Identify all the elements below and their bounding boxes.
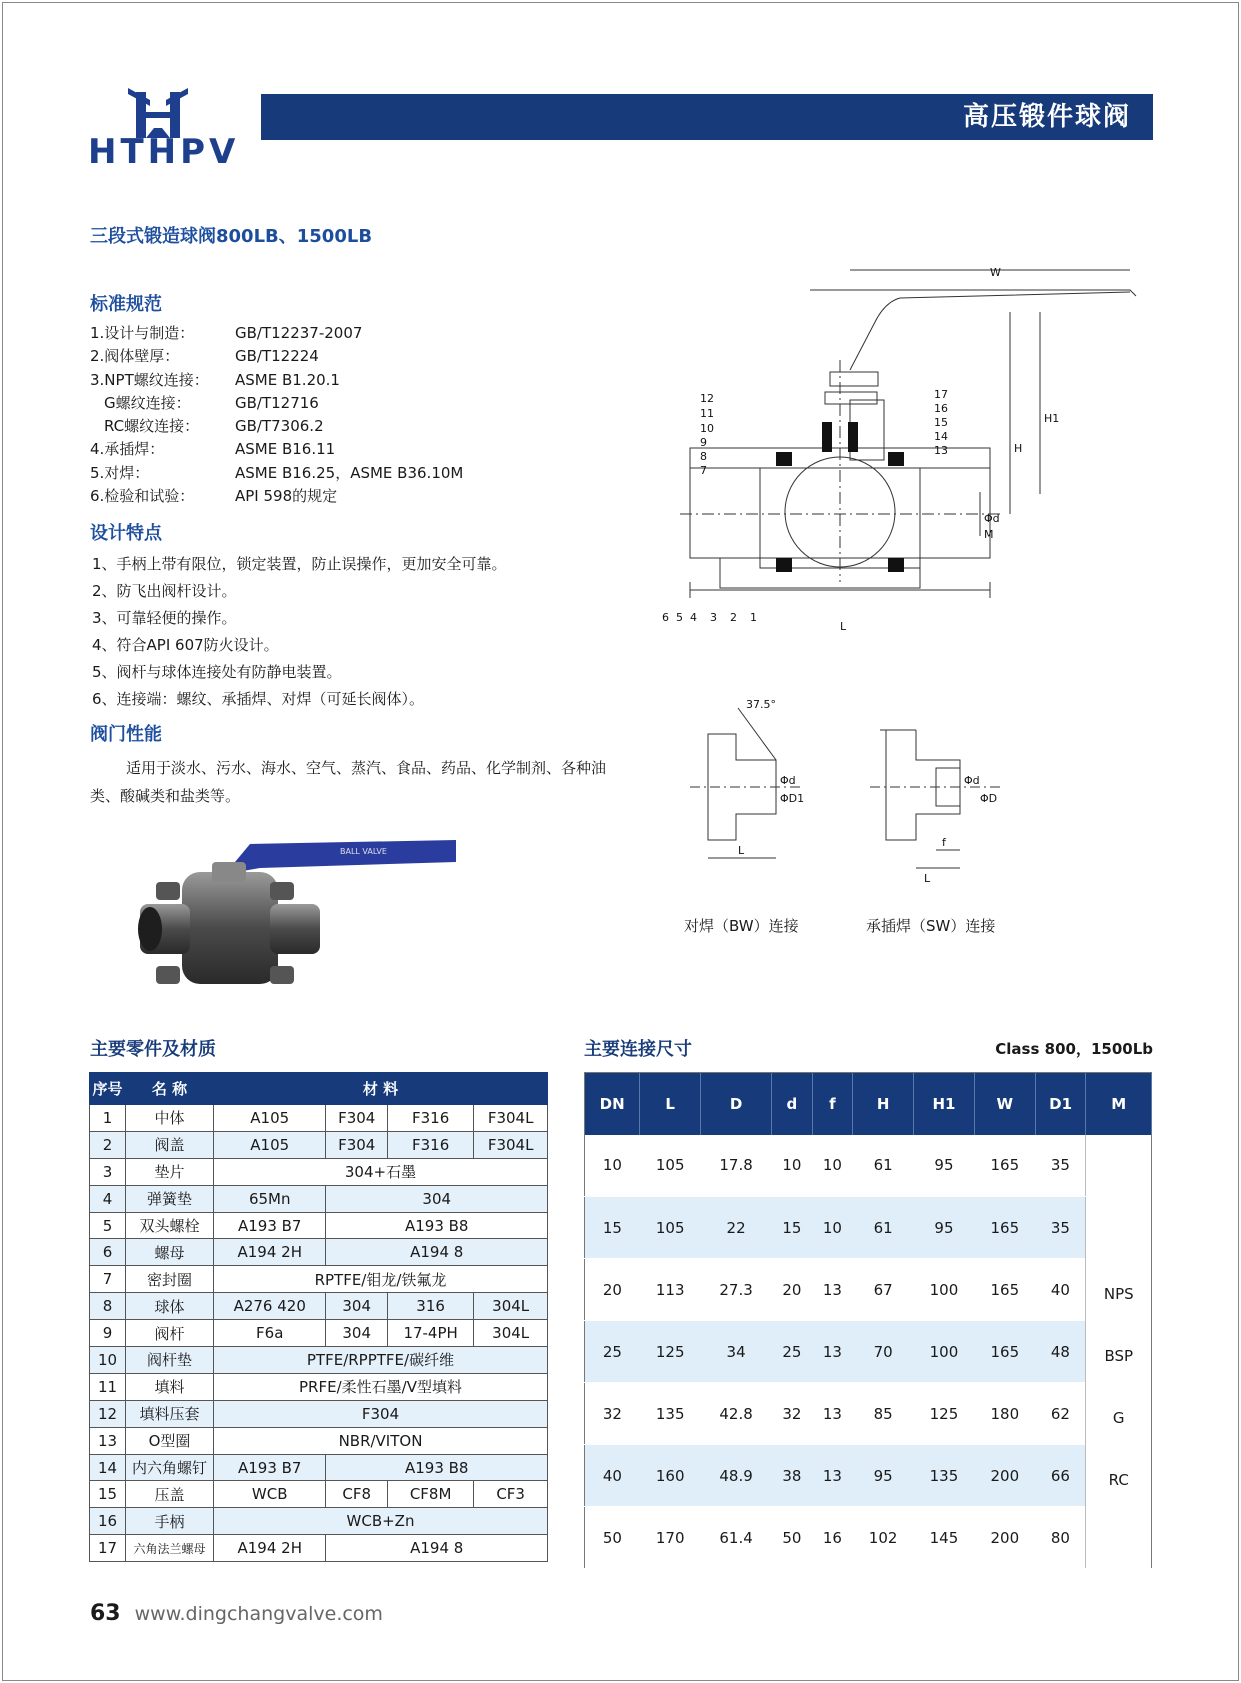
part-no: 8 [90,1293,126,1320]
standard-key: 3.NPT螺纹连接： [90,370,209,389]
drawing-label: 8 [700,450,707,463]
dim-m-label: M [984,528,994,541]
sw-caption: 承插焊（SW）连接 [866,917,996,935]
bw-d-label: Φd [780,774,796,787]
dims-cell: 165 [974,1321,1035,1383]
part-material: 304L [474,1293,548,1320]
part-material: PRFE/柔性石墨/V型填料 [214,1373,548,1400]
part-material: 304L [474,1320,548,1347]
drawing-label: 2 [730,611,737,624]
drawing-label: 11 [700,407,714,420]
part-material: 304 [326,1293,387,1320]
dims-cell: 95 [853,1445,914,1507]
table-row [90,1185,548,1212]
dims-cell: 100 [914,1259,975,1321]
standard-value: ASME B16.11 [235,440,336,459]
part-material: PTFE/RPPTFE/碳纤维 [214,1347,548,1374]
dims-cell: 100 [914,1321,975,1383]
part-material: CF8M [387,1481,473,1508]
part-no: 12 [90,1400,126,1427]
part-material: 304 [326,1320,387,1347]
dims-cell: 10 [772,1135,813,1197]
part-name: 密封圈 [126,1266,214,1293]
dims-cell: 10 [812,1135,853,1197]
part-no: 16 [90,1508,126,1535]
feature-item: 5、阀杆与球体连接处有防静电装置。 [92,663,342,681]
dims-cell: 20 [585,1259,640,1321]
dims-cell: 125 [914,1383,975,1445]
part-no: 7 [90,1266,126,1293]
dims-cell: 13 [812,1259,853,1321]
standard-value: ASME B16.25，ASME B36.10M [235,463,464,482]
feature-item: 6、连接端：螺纹、承插焊、对焊（可延长阀体）。 [92,690,425,708]
dims-header: d [772,1073,813,1135]
part-name: 填料压套 [126,1400,214,1427]
standard-key: G螺纹连接： [104,393,191,412]
sw-bigd-label: ΦD [980,792,998,805]
performance-text: 适用于淡水、污水、海水、空气、蒸汽、食品、药品、化学制剂、各种油类、酸碱类和盐类等。 [90,759,607,805]
part-name: 阀杆 [126,1320,214,1347]
dims-cell: 27.3 [701,1259,772,1321]
dims-cell: 38 [772,1445,813,1507]
dims-cell: 180 [974,1383,1035,1445]
dims-cell: 32 [772,1383,813,1445]
dims-cell: 10 [585,1135,640,1197]
table-row [585,1321,1152,1383]
standard-item [90,485,463,508]
page-footer [90,1601,383,1626]
dims-cell: 165 [974,1259,1035,1321]
m-values-cell [1086,1135,1152,1569]
table-row [90,1347,548,1374]
standard-item [90,438,463,461]
part-material: F316 [387,1131,473,1158]
part-material: 304+石墨 [214,1158,548,1185]
standards-title: 标准规范 [90,294,162,315]
drawing-label: 7 [700,464,707,477]
dims-cell: 10 [812,1197,853,1259]
dims-cell: 35 [1035,1197,1086,1259]
part-name: 双头螺栓 [126,1212,214,1239]
part-material: A105 [214,1105,326,1132]
photo-handle-text: BALL VALVE [340,847,387,856]
dims-cell: 200 [974,1445,1035,1507]
dims-cell: 15 [585,1197,640,1259]
class-label: Class 800，1500Lb [995,1040,1153,1058]
bw-d1-label: ΦD1 [780,792,805,805]
dims-cell: 20 [772,1259,813,1321]
dims-cell: 135 [914,1445,975,1507]
part-no: 1 [90,1105,126,1132]
part-material: A194 8 [326,1535,548,1562]
part-no: 13 [90,1427,126,1454]
part-no: 11 [90,1373,126,1400]
parts-header-material: 材 料 [214,1073,548,1105]
part-material: F304 [214,1400,548,1427]
part-material: 304 [326,1185,548,1212]
standard-key: 2.阀体壁厚： [90,347,180,366]
feature-item: 2、防飞出阀杆设计。 [92,582,237,600]
m-value: G [1112,1408,1125,1427]
dims-cell: 125 [640,1321,701,1383]
drawing-label: 16 [934,402,948,415]
m-value: NPS [1103,1284,1134,1303]
table-row [90,1454,548,1481]
dims-cell: 61.4 [701,1507,772,1569]
drawing-label: 3 [710,611,717,624]
dims-cell: 95 [914,1135,975,1197]
dim-l-label: L [840,620,847,633]
dims-cell: 13 [812,1321,853,1383]
part-no: 2 [90,1131,126,1158]
dims-cell: 145 [914,1507,975,1569]
dims-table-title: 主要连接尺寸 [584,1039,692,1060]
dims-header: H1 [914,1073,975,1135]
dims-cell: 200 [974,1507,1035,1569]
dims-cell: 160 [640,1445,701,1507]
performance-title: 阀门性能 [90,724,162,745]
table-row [90,1293,548,1320]
page-title: 高压锻件球阀 [261,94,1153,140]
part-material: F304 [326,1105,387,1132]
dims-cell: 22 [701,1197,772,1259]
part-material: A194 2H [214,1535,326,1562]
dims-cell: 48.9 [701,1445,772,1507]
table-row [90,1239,548,1266]
dims-header: L [640,1073,701,1135]
parts-header-no: 序号 [90,1073,126,1105]
standard-item [90,392,463,415]
standard-key: RC螺纹连接： [104,417,200,436]
standard-key: 5.对焊： [90,463,150,482]
table-row [585,1383,1152,1445]
part-material: 316 [387,1293,473,1320]
features-title: 设计特点 [90,523,162,544]
bw-angle-label: 37.5° [746,698,776,711]
dims-cell: 50 [772,1507,813,1569]
standard-value: GB/T12716 [235,393,319,412]
feature-item: 4、符合API 607防火设计。 [92,636,279,654]
dims-header: D [701,1073,772,1135]
part-material: F316 [387,1105,473,1132]
dims-header: W [974,1073,1035,1135]
drawing-label: 13 [934,444,948,457]
product-subtitle: 三段式锻造球阀800LB、1500LB [90,226,373,247]
dims-cell: 32 [585,1383,640,1445]
drawing-label: 14 [934,430,948,443]
part-material: 17-4PH [387,1320,473,1347]
table-row [90,1535,548,1562]
dims-cell: 66 [1035,1445,1086,1507]
part-name: 内六角螺钉 [126,1454,214,1481]
dims-cell: 16 [812,1507,853,1569]
m-value: BSP [1104,1346,1134,1365]
dims-cell: 34 [701,1321,772,1383]
part-material: A276 420 [214,1293,326,1320]
valve-section-drawing [662,262,1160,637]
dims-cell: 25 [585,1321,640,1383]
dim-w-label: W [990,266,1001,279]
part-no: 9 [90,1320,126,1347]
part-material: A193 B7 [214,1454,326,1481]
dims-cell: 67 [853,1259,914,1321]
part-name: 填料 [126,1373,214,1400]
part-material: WCB [214,1481,326,1508]
standard-key: 4.承插焊： [90,440,165,459]
drawing-label: 1 [750,611,757,624]
table-row [90,1158,548,1185]
drawing-label: 15 [934,416,948,429]
part-material: NBR/VITON [214,1427,548,1454]
part-material: A105 [214,1131,326,1158]
dims-header: H [853,1073,914,1135]
part-name: 阀盖 [126,1131,214,1158]
standard-item [90,415,463,438]
dim-h-label: H [1014,442,1023,455]
dims-cell: 95 [914,1197,975,1259]
part-name: O型圈 [126,1427,214,1454]
part-no: 10 [90,1347,126,1374]
table-row [585,1259,1152,1321]
table-row [90,1266,548,1293]
dims-cell: 135 [640,1383,701,1445]
standard-value: GB/T7306.2 [235,417,324,436]
part-material: 65Mn [214,1185,326,1212]
standards-list [90,322,463,508]
standard-item [90,462,463,485]
dims-cell: 105 [640,1197,701,1259]
drawing-label: 6 [662,611,669,624]
dims-table [584,1072,1152,1569]
part-no: 3 [90,1158,126,1185]
part-no: 17 [90,1535,126,1562]
part-name: 阀杆垫 [126,1347,214,1374]
dims-cell: 15 [772,1197,813,1259]
dims-cell: 113 [640,1259,701,1321]
sw-f-label: f [942,836,946,849]
dims-header: f [812,1073,853,1135]
part-no: 14 [90,1454,126,1481]
part-name: 弹簧垫 [126,1185,214,1212]
table-row [90,1373,548,1400]
part-material: A194 2H [214,1239,326,1266]
drawing-label: 10 [700,422,714,435]
drawing-label: 5 [676,611,683,624]
dims-cell: 50 [585,1507,640,1569]
table-row [90,1212,548,1239]
part-name: 球体 [126,1293,214,1320]
page-number: 63 [90,1601,121,1626]
dims-cell: 17.8 [701,1135,772,1197]
dims-cell: 170 [640,1507,701,1569]
part-name: 手柄 [126,1508,214,1535]
standard-item [90,345,463,368]
dims-cell: 48 [1035,1321,1086,1383]
table-row [585,1135,1152,1197]
part-material: A194 8 [326,1239,548,1266]
part-material: F6a [214,1320,326,1347]
part-material: F304 [326,1131,387,1158]
drawing-label: 9 [700,436,707,449]
end-connection-drawings [680,690,1030,890]
drawing-label: 4 [690,611,697,624]
table-row [585,1507,1152,1569]
part-material: A193 B7 [214,1212,326,1239]
drawing-label: 17 [934,388,948,401]
part-material: A193 B8 [326,1454,548,1481]
dims-cell: 70 [853,1321,914,1383]
standard-value: GB/T12237-2007 [235,324,363,342]
part-name: 螺母 [126,1239,214,1266]
part-material: A193 B8 [326,1212,548,1239]
part-material: F304L [474,1131,548,1158]
dims-cell: 80 [1035,1507,1086,1569]
sw-d-label: Φd [964,774,980,787]
dims-cell: 25 [772,1321,813,1383]
table-row [90,1481,548,1508]
dims-cell: 85 [853,1383,914,1445]
bw-caption: 对焊（BW）连接 [684,917,799,935]
part-material: F304L [474,1105,548,1132]
dims-cell: 102 [853,1507,914,1569]
part-no: 6 [90,1239,126,1266]
part-material: CF3 [474,1481,548,1508]
standard-item [90,322,463,345]
dims-cell: 165 [974,1135,1035,1197]
standard-key: 6.检验和试验： [90,487,195,506]
part-name: 垫片 [126,1158,214,1185]
parts-table [89,1072,548,1562]
part-material: CF8 [326,1481,387,1508]
table-row [90,1400,548,1427]
table-row [585,1197,1152,1259]
part-name: 压盖 [126,1481,214,1508]
table-row [90,1320,548,1347]
dim-d-label: Φd [984,512,1000,525]
part-material: RPTFE/钼龙/铁氟龙 [214,1266,548,1293]
dims-cell: 42.8 [701,1383,772,1445]
feature-item: 1、手柄上带有限位，锁定装置，防止误操作，更加安全可靠。 [92,555,507,573]
bw-l-label: L [738,844,745,857]
dims-cell: 61 [853,1135,914,1197]
parts-table-title: 主要零件及材质 [90,1039,216,1060]
logo-text: HTHPV [88,132,240,172]
dims-cell: 61 [853,1197,914,1259]
standard-key: 1.设计与制造： [90,324,195,342]
table-row [90,1508,548,1535]
table-row [585,1445,1152,1507]
dims-header: M [1086,1073,1152,1135]
dims-cell: 13 [812,1383,853,1445]
features-list [92,551,507,713]
website-url: www.dingchangvalve.com [134,1603,383,1625]
part-name: 六角法兰螺母 [126,1535,214,1562]
part-no: 4 [90,1185,126,1212]
m-value: RC [1108,1470,1129,1489]
dims-cell: 165 [974,1197,1035,1259]
dims-header: DN [585,1073,640,1135]
parts-header-name: 名 称 [126,1073,214,1105]
part-name: 中体 [126,1105,214,1132]
ball-valve-photo [130,832,470,1002]
table-row [90,1131,548,1158]
dims-cell: 13 [812,1445,853,1507]
drawing-label: 12 [700,392,714,405]
dims-cell: 62 [1035,1383,1086,1445]
dim-h1-label: H1 [1044,412,1060,425]
standard-value: API 598的规定 [235,487,338,506]
standard-value: ASME B1.20.1 [235,370,340,389]
part-no: 15 [90,1481,126,1508]
table-row [90,1105,548,1132]
feature-item: 3、可靠轻便的操作。 [92,609,237,627]
dims-cell: 40 [1035,1259,1086,1321]
dims-cell: 40 [585,1445,640,1507]
dims-cell: 105 [640,1135,701,1197]
standard-item [90,369,463,392]
part-material: WCB+Zn [214,1508,548,1535]
standard-value: GB/T12224 [235,347,319,366]
dims-cell: 35 [1035,1135,1086,1197]
dims-header: D1 [1035,1073,1086,1135]
table-row [90,1427,548,1454]
part-no: 5 [90,1212,126,1239]
sw-l-label: L [924,872,931,885]
